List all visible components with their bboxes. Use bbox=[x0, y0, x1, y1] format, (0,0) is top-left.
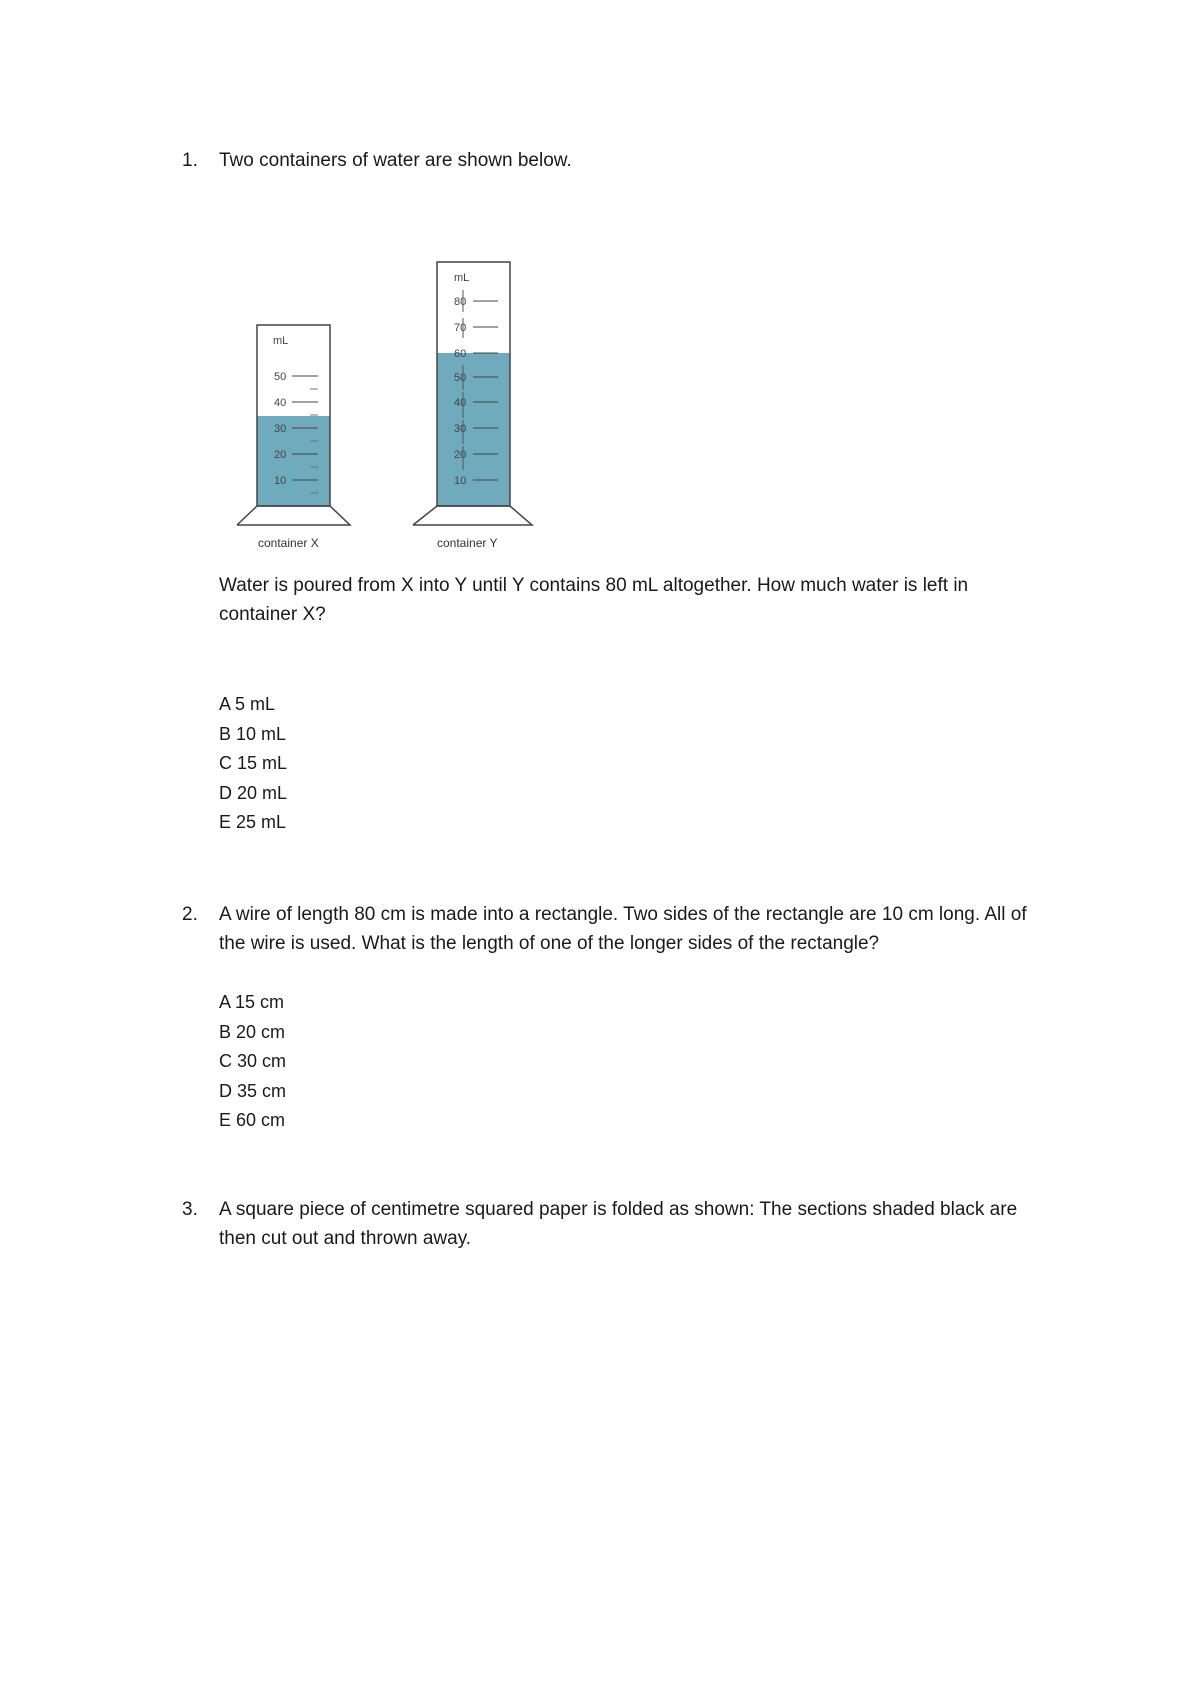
container-x-unit-label: mL bbox=[273, 335, 289, 347]
tick-label: 50 bbox=[274, 371, 287, 383]
tick-label: 60 bbox=[454, 348, 467, 360]
question-number: 2. bbox=[182, 904, 198, 925]
question-text: A wire of length 80 cm is made into a rectangle. Two sides of the rectangle are 10 cm long. All of the wire is used. What is the length of one of the longer sides of the rectangle? bbox=[219, 904, 1027, 954]
question-text: A square piece of centimetre squared paper is folded as shown: The sections shaded black are then cut out and thrown away. bbox=[219, 1199, 1018, 1249]
option-c: C 30 cm bbox=[219, 1051, 287, 1071]
container-y-caption: container Y bbox=[437, 536, 498, 550]
question-prompt: Two containers of water are shown below. bbox=[219, 150, 572, 171]
tick-label: 40 bbox=[454, 397, 467, 409]
answer-options bbox=[219, 988, 286, 1136]
container-y-base bbox=[413, 506, 532, 525]
tick-label: 50 bbox=[454, 372, 467, 384]
container-x-caption: container X bbox=[258, 536, 319, 550]
tick-label: 30 bbox=[454, 423, 467, 435]
tick-label: 10 bbox=[454, 475, 467, 487]
option-c: C 15 mL bbox=[219, 753, 288, 773]
tick-label: 30 bbox=[274, 423, 287, 435]
container-y-water bbox=[437, 353, 510, 506]
option-a: A 5 mL bbox=[219, 694, 276, 714]
tick-label: 20 bbox=[454, 449, 467, 461]
option-b: B 10 mL bbox=[219, 723, 287, 744]
question-number: 1. bbox=[182, 150, 198, 171]
option-d: D 20 mL bbox=[219, 782, 288, 803]
option-d: D 35 cm bbox=[219, 1080, 287, 1101]
option-e: E 25 mL bbox=[219, 812, 287, 832]
tick-label: 20 bbox=[274, 449, 287, 461]
containers-figure bbox=[0, 0, 1200, 560]
option-a: A 15 cm bbox=[219, 992, 285, 1012]
tick-label: 80 bbox=[454, 296, 467, 308]
container-x-base bbox=[237, 506, 350, 525]
tick-label: 10 bbox=[274, 475, 287, 487]
container-y bbox=[413, 262, 532, 550]
container-y-unit-label: mL bbox=[454, 272, 470, 284]
question-number: 3. bbox=[182, 1199, 198, 1220]
option-e: E 60 cm bbox=[219, 1110, 286, 1130]
question-text: Water is poured from X into Y until Y contains 80 mL altogether. How much water is left in container X? bbox=[219, 575, 969, 625]
option-b: B 20 cm bbox=[219, 1021, 286, 1042]
container-x bbox=[237, 325, 350, 550]
tick-label: 70 bbox=[454, 322, 467, 334]
tick-label: 40 bbox=[274, 397, 287, 409]
container-x-water bbox=[257, 416, 330, 506]
answer-options bbox=[219, 690, 287, 838]
